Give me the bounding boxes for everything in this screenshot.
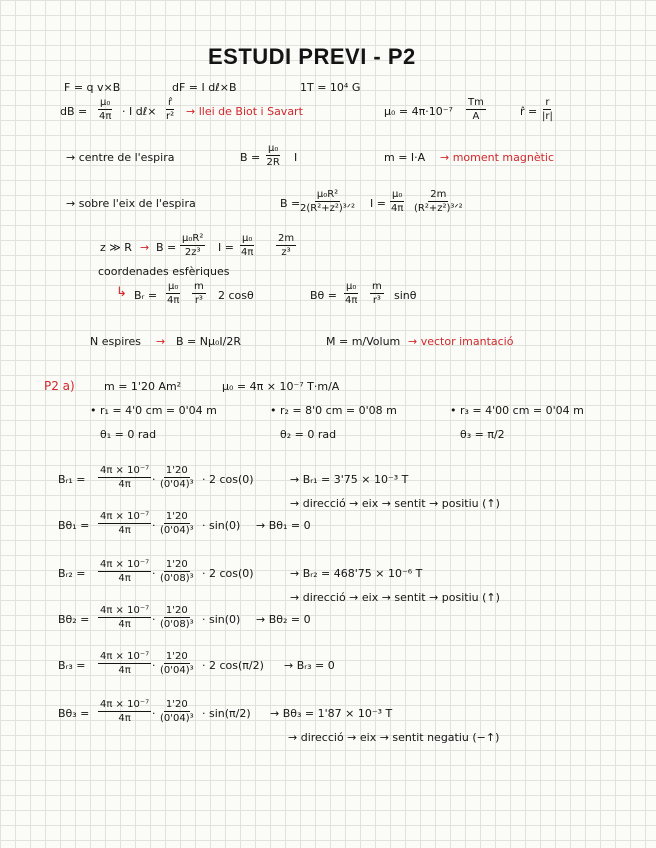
calc-br3-angular-factor: · 2 cos(π/2): [202, 659, 264, 672]
calc-br2-result: → Bᵣ₂ = 468'75 × 10⁻⁶ T: [290, 567, 423, 580]
magnetic-moment-formula: m = I·A: [384, 151, 426, 164]
fraction-denominator: z³: [281, 247, 291, 258]
polar-field-fraction-1: [344, 282, 358, 306]
polar-field-lhs: Bθ =: [310, 289, 337, 302]
biot-savart-middle: · I dℓ×: [122, 105, 157, 118]
fraction-numerator: 1'20: [165, 699, 188, 710]
fraction-denominator: (0'04)³: [160, 665, 194, 676]
calc-br3-lhs: Bᵣ₃ =: [58, 659, 86, 672]
fraction-denominator: (0'04)³: [160, 713, 194, 724]
calc-br1-result: → Bᵣ₁ = 3'75 × 10⁻³ T: [290, 473, 409, 486]
fraction-denominator: (0'08)³: [160, 573, 194, 584]
calc-bt3-constant-fraction: [98, 700, 151, 724]
axis-field-fraction-1: [300, 190, 355, 214]
fraction-numerator: μ₀: [268, 143, 279, 154]
far-field-lhs: B =: [156, 241, 177, 254]
far-field-fraction-2: [240, 234, 254, 258]
calc-bt1-moment-fraction: [160, 512, 194, 536]
tesla-gauss-conversion: 1T = 10⁴ G: [300, 81, 361, 94]
calc-br2-dot: ·: [152, 567, 156, 580]
loop-center-label: → centre de l'espira: [66, 151, 175, 164]
theta3-value: θ₃ = π/2: [460, 428, 505, 441]
axis-field-fraction-3: [414, 190, 463, 214]
wire-force-formula: dF = I dℓ×B: [172, 81, 237, 94]
far-field-arrow: →: [140, 241, 150, 254]
calc-br2-moment-fraction: [160, 560, 194, 584]
fraction-numerator: 1'20: [165, 605, 188, 616]
far-field-fraction-1: [180, 234, 205, 258]
center-field-lhs: B =: [240, 151, 261, 164]
n-loops-field-formula: B = Nμ₀I/2R: [176, 335, 241, 348]
fraction-numerator: r̂: [168, 97, 173, 108]
r3-value: • r₃ = 4'00 cm = 0'04 m: [450, 404, 584, 417]
polar-field-tail: sinθ: [394, 289, 417, 302]
radial-field-fraction-2: [192, 282, 206, 306]
polar-field-fraction-2: [370, 282, 384, 306]
fraction-numerator: 1'20: [165, 465, 188, 476]
unit-vector-lhs: r̂ =: [520, 105, 538, 118]
calc-br3-result: → Bᵣ₃ = 0: [284, 659, 335, 672]
radial-field-tail: 2 cosθ: [218, 289, 254, 302]
magnetic-moment-note: → moment magnètic: [440, 151, 555, 164]
fraction-denominator: 4π: [118, 573, 131, 584]
fraction-denominator: (R²+z²)³ᐟ²: [414, 203, 463, 214]
problem-label: P2 a): [44, 379, 75, 393]
n-loops-arrow: →: [156, 335, 166, 348]
fraction-numerator: μ₀R²: [316, 189, 339, 200]
fraction-numerator: 2m: [430, 189, 447, 200]
biot-savart-constant-fraction: [98, 98, 112, 122]
calc-br1-constant-fraction: [98, 466, 151, 490]
fraction-numerator: 4π × 10⁻⁷: [100, 511, 150, 522]
fraction-numerator: μ₀: [392, 189, 403, 200]
fraction-denominator: 4π: [118, 619, 131, 630]
r1-value: • r₁ = 4'0 cm = 0'04 m: [90, 404, 217, 417]
calc-bt1-lhs: Bθ₁ =: [58, 519, 90, 532]
lorentz-force-formula: F = q v×B: [64, 81, 121, 94]
fraction-numerator: μ₀: [346, 281, 357, 292]
r2-value: • r₂ = 8'0 cm = 0'08 m: [270, 404, 397, 417]
calc-bt2-result: → Bθ₂ = 0: [256, 613, 311, 626]
fraction-denominator: (0'08)³: [160, 619, 194, 630]
unit-vector-fraction: [542, 98, 553, 122]
fraction-numerator: 2m: [278, 233, 295, 244]
fraction-denominator: 4π: [166, 295, 180, 306]
fraction-numerator: 4π × 10⁻⁷: [100, 559, 150, 570]
calc-bt3-dot: ·: [152, 707, 156, 720]
fraction-numerator: 1'20: [165, 651, 188, 662]
magnetization-formula: M = m/Volum: [326, 335, 401, 348]
fraction-denominator: 4π: [98, 111, 112, 122]
calc-br2-direction-note: → direcció → eix → sentit → positiu (↑): [290, 591, 500, 604]
calc-br2-constant-fraction: [98, 560, 151, 584]
fraction-denominator: 4π: [344, 295, 358, 306]
fraction-numerator: 1'20: [165, 511, 188, 522]
calc-bt2-moment-fraction: [160, 606, 194, 630]
magnetization-note: → vector imantació: [408, 335, 514, 348]
fraction-numerator: 4π × 10⁻⁷: [100, 651, 150, 662]
n-loops-label: N espires: [90, 335, 142, 348]
calc-bt3-angular-factor: · sin(π/2): [202, 707, 251, 720]
biot-savart-unit-vector-fraction: [166, 98, 174, 122]
fraction-denominator: A: [472, 111, 480, 122]
calc-br3-dot: ·: [152, 659, 156, 672]
far-field-middle: I =: [218, 241, 234, 254]
spherical-coordinates-label: coordenades esfèriques: [98, 265, 230, 278]
calc-bt3-direction-note: → direcció → eix → sentit negatiu (−↑): [288, 731, 500, 744]
center-field-fraction: [266, 144, 280, 168]
fraction-denominator: 4π: [118, 713, 131, 724]
fraction-numerator: μ₀: [100, 97, 111, 108]
hook-arrow-icon: ↳: [116, 285, 127, 300]
biot-savart-law-note: → llei de Biot i Savart: [186, 105, 303, 118]
calc-bt3-lhs: Bθ₃ =: [58, 707, 90, 720]
calc-br1-lhs: Bᵣ₁ =: [58, 473, 86, 486]
calc-br3-constant-fraction: [98, 652, 151, 676]
far-field-fraction-3: [276, 234, 296, 258]
calc-bt1-dot: ·: [152, 519, 156, 532]
fraction-denominator: 4π: [390, 203, 404, 214]
axis-field-current: I =: [370, 197, 386, 210]
theta1-value: θ₁ = 0 rad: [100, 428, 157, 441]
calc-br1-direction-note: → direcció → eix → sentit → positiu (↑): [290, 497, 500, 510]
fraction-numerator: m: [194, 281, 204, 292]
fraction-denominator: 2R: [266, 157, 280, 168]
fraction-numerator: μ₀: [242, 233, 253, 244]
calc-bt2-lhs: Bθ₂ =: [58, 613, 90, 626]
theta2-value: θ₂ = 0 rad: [280, 428, 337, 441]
calc-bt2-angular-factor: · sin(0): [202, 613, 241, 626]
calc-br1-dot: ·: [152, 473, 156, 486]
fraction-denominator: 2(R²+z²)³ᐟ²: [300, 203, 356, 214]
calc-br3-moment-fraction: [160, 652, 194, 676]
radial-field-fraction-1: [166, 282, 180, 306]
magnetic-moment-value: m = 1'20 Am²: [104, 380, 182, 393]
fraction-denominator: (0'04)³: [160, 525, 194, 536]
biot-savart-lhs: dB =: [60, 105, 88, 118]
fraction-numerator: Tm: [468, 97, 484, 108]
fraction-denominator: 4π: [240, 247, 254, 258]
calc-bt3-result: → Bθ₃ = 1'87 × 10⁻³ T: [270, 707, 393, 720]
fraction-numerator: 4π × 10⁻⁷: [100, 605, 150, 616]
calc-bt1-angular-factor: · sin(0): [202, 519, 241, 532]
calc-bt2-constant-fraction: [98, 606, 151, 630]
loop-axis-label: → sobre l'eix de l'espira: [66, 197, 196, 210]
fraction-denominator: 4π: [118, 525, 131, 536]
fraction-numerator: 4π × 10⁻⁷: [100, 465, 150, 476]
fraction-numerator: r: [545, 97, 550, 108]
axis-field-lhs: B =: [280, 197, 301, 210]
far-field-condition: z ≫ R: [100, 241, 132, 254]
calc-bt1-result: → Bθ₁ = 0: [256, 519, 311, 532]
fraction-denominator: 4π: [118, 665, 131, 676]
calc-bt1-constant-fraction: [98, 512, 151, 536]
mu0-units-fraction: [466, 98, 486, 122]
calc-br2-angular-factor: · 2 cos(0): [202, 567, 254, 580]
fraction-numerator: m: [372, 281, 382, 292]
fraction-denominator: (0'04)³: [160, 479, 194, 490]
calc-bt3-moment-fraction: [160, 700, 194, 724]
calc-br1-moment-fraction: [160, 466, 194, 490]
fraction-denominator: r³: [372, 295, 381, 306]
calc-bt2-dot: ·: [152, 613, 156, 626]
fraction-denominator: r³: [194, 295, 203, 306]
fraction-numerator: 4π × 10⁻⁷: [100, 699, 150, 710]
fraction-numerator: μ₀: [168, 281, 179, 292]
fraction-numerator: μ₀R²: [182, 233, 204, 244]
fraction-denominator: 2z³: [184, 247, 201, 258]
axis-field-fraction-2: [390, 190, 404, 214]
mu0-value: μ₀ = 4π × 10⁻⁷ T·m/A: [222, 380, 340, 393]
fraction-numerator: 1'20: [165, 559, 188, 570]
fraction-denominator: r²: [166, 111, 175, 122]
calc-br1-angular-factor: · 2 cos(0): [202, 473, 254, 486]
mu0-definition: μ₀ = 4π·10⁻⁷: [384, 105, 453, 118]
fraction-denominator: |r|: [542, 111, 553, 122]
radial-field-lhs: Bᵣ =: [134, 289, 158, 302]
calc-br2-lhs: Bᵣ₂ =: [58, 567, 86, 580]
fraction-denominator: 4π: [118, 479, 131, 490]
center-field-current: I: [294, 151, 298, 164]
page-title: ESTUDI PREVI - P2: [208, 44, 416, 69]
